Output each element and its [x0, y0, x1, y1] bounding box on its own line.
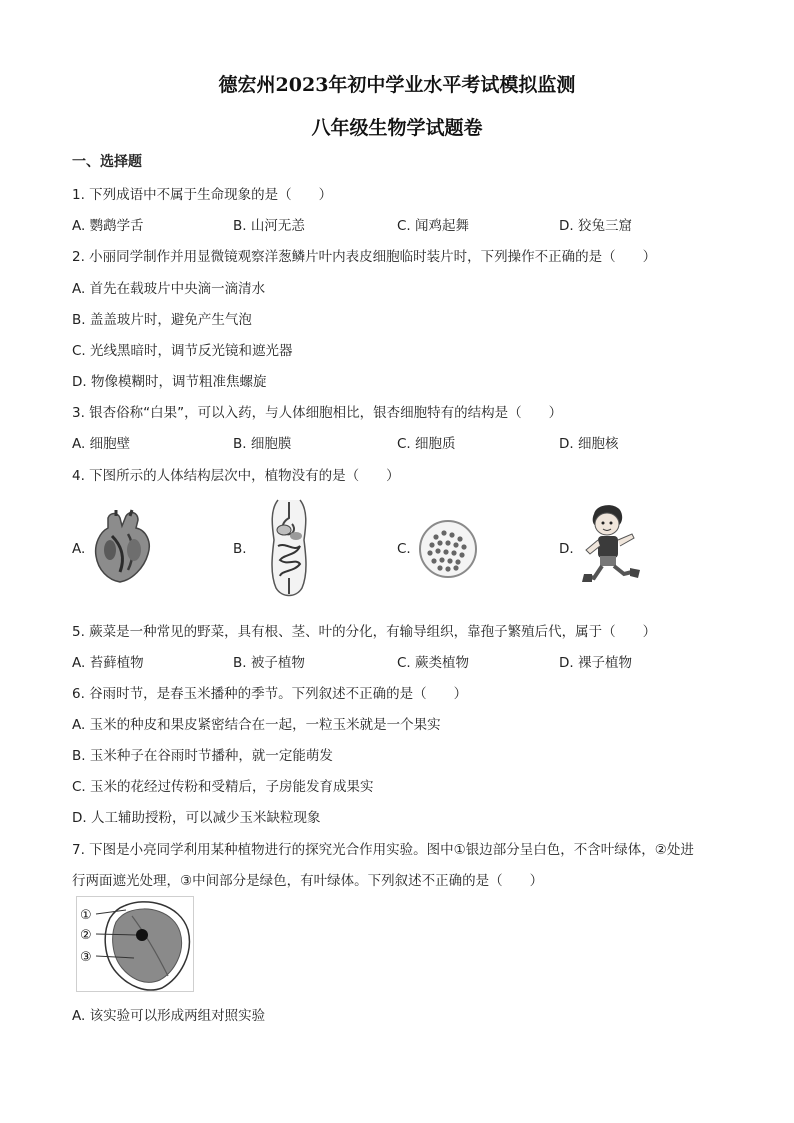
- running-boy-icon: [580, 502, 646, 592]
- q2-option-d: D. 物像模糊时，调节粗准焦螺旋: [72, 374, 267, 390]
- question-4-stem: 4. 下图所示的人体结构层次中，植物没有的是（ ）: [72, 468, 400, 484]
- heart-icon: [90, 510, 154, 584]
- section-heading: 一、选择题: [72, 154, 142, 170]
- blood-cells-icon: [418, 519, 478, 579]
- q2-option-c: C. 光线黑暗时，调节反光镜和遮光器: [72, 343, 293, 359]
- q3-option-c: C. 细胞质: [397, 436, 456, 452]
- figure-label-1: ①: [80, 908, 92, 923]
- question-1-stem: 1. 下列成语中不属于生命现象的是（ ）: [72, 187, 333, 203]
- q5-option-c: C. 蕨类植物: [397, 655, 470, 671]
- q5-option-a: A. 苔藓植物: [72, 655, 144, 671]
- q4-option-a: A.: [72, 541, 86, 557]
- q4-option-b: B.: [233, 541, 247, 557]
- q5-option-d: D. 裸子植物: [559, 655, 632, 671]
- q2-option-a: A. 首先在载玻片中央滴一滴清水: [72, 281, 266, 297]
- q2-option-b: B. 盖盖玻片时，避免产生气泡: [72, 312, 252, 328]
- q4-option-d: D.: [559, 541, 574, 557]
- q3-option-b: B. 细胞膜: [233, 436, 292, 452]
- question-3-stem: 3. 银杏俗称“白果”，可以入药，与人体细胞相比，银杏细胞特有的结构是（ ）: [72, 405, 563, 421]
- question-6-stem: 6. 谷雨时节，是春玉米播种的季节。下列叙述不正确的是（ ）: [72, 686, 468, 702]
- q6-option-a: A. 玉米的种皮和果皮紧密结合在一起，一粒玉米就是一个果实: [72, 717, 441, 733]
- question-5-stem: 5. 蕨菜是一种常见的野菜，具有根、茎、叶的分化，有输导组织，靠孢子繁殖后代，属于（ ）: [72, 624, 657, 640]
- q1-option-a: A. 鹦鹉学舌: [72, 218, 144, 234]
- exam-subtitle: 八年级生物学试题卷: [311, 117, 483, 139]
- figure-label-3: ③: [80, 950, 92, 965]
- question-7-stem-line2: 行两面遮光处理，③中间部分是绿色，有叶绿体。下列叙述不正确的是（ ）: [72, 873, 544, 889]
- q3-option-d: D. 细胞核: [559, 436, 619, 452]
- question-2-stem: 2. 小丽同学制作并用显微镜观察洋葱鳞片叶内表皮细胞临时装片时，下列操作不正确的是（ ）: [72, 249, 657, 265]
- q4-option-c: C.: [397, 541, 411, 557]
- q1-option-c: C. 闻鸡起舞: [397, 218, 470, 234]
- q1-option-b: B. 山河无恙: [233, 218, 305, 234]
- digestive-system-icon: [266, 496, 312, 600]
- q6-option-d: D. 人工辅助授粉，可以减少玉米缺粒现象: [72, 810, 321, 826]
- q5-option-b: B. 被子植物: [233, 655, 305, 671]
- q6-option-c: C. 玉米的花经过传粉和受精后，子房能发育成果实: [72, 779, 374, 795]
- exam-title: 德宏州2023年初中学业水平考试模拟监测: [218, 74, 576, 96]
- q1-option-d: D. 狡兔三窟: [559, 218, 632, 234]
- question-7-stem-line1: 7. 下图是小亮同学利用某种植物进行的探究光合作用实验。图中①银边部分呈白色，不含叶绿体，②处进: [72, 842, 694, 858]
- figure-label-2: ②: [80, 928, 92, 943]
- q7-option-a: A. 该实验可以形成两组对照实验: [72, 1008, 266, 1024]
- leaf-experiment-figure: [76, 896, 198, 994]
- q3-option-a: A. 细胞壁: [72, 436, 131, 452]
- q6-option-b: B. 玉米种子在谷雨时节播种，就一定能萌发: [72, 748, 333, 764]
